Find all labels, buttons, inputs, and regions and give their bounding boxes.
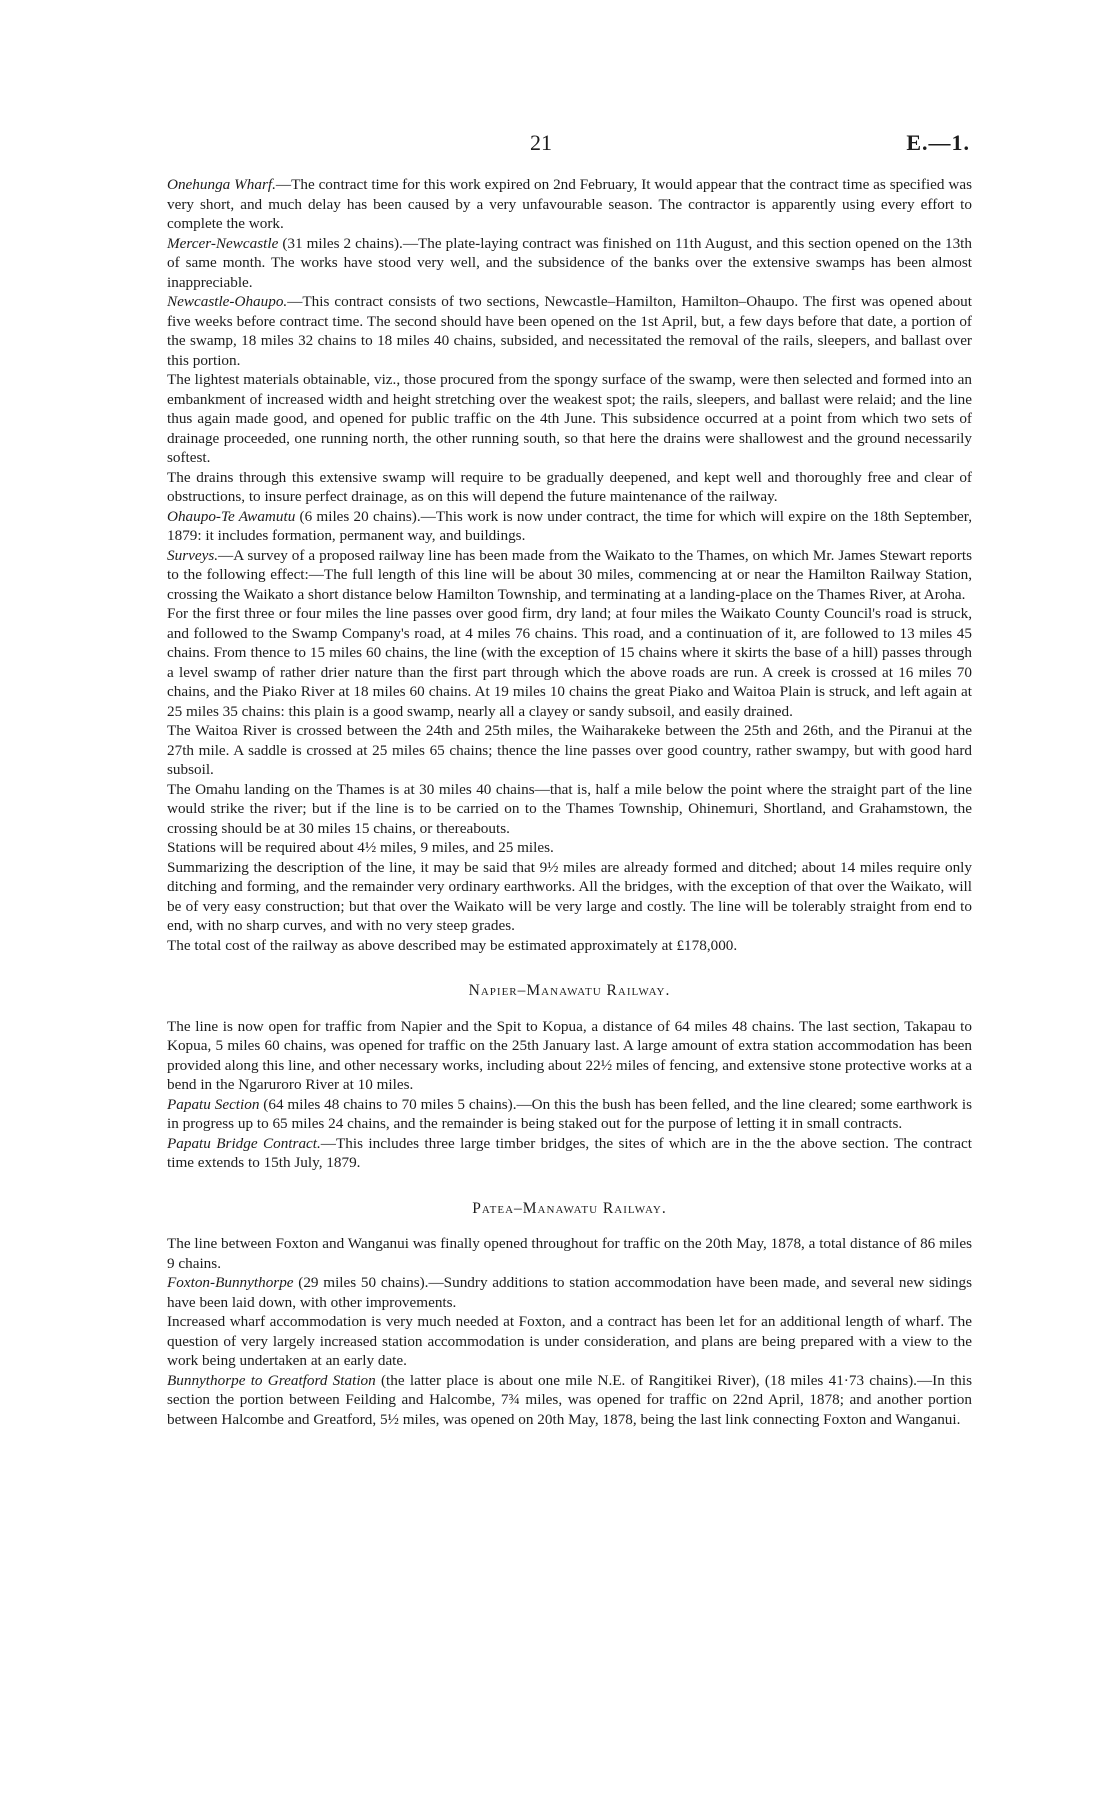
page-number: 21 [530, 130, 552, 155]
document-reference: E.—1. [906, 130, 970, 155]
paragraph-text: Increased wharf accommodation is very much needed at Foxton, and a contract has been let for an additional length of wharf. The question of very largely increased station accommodation is under consideration, and plans are being prepared with a view to the work being undertaken at an early date. [167, 1313, 972, 1369]
paragraph-lead: Onehunga Wharf. [167, 176, 276, 193]
paragraph [167, 234, 972, 293]
section-heading-napier-manawatu: Napier–Manawatu Railway. [468, 982, 671, 999]
document-body [167, 175, 972, 1429]
paragraph [167, 1017, 972, 1095]
paragraph [167, 936, 972, 956]
paragraph-lead: Foxton-Bunnythorpe [167, 1274, 294, 1291]
paragraph-text: —This includes three large timber bridges, the sites of which are in the the above section. The contract time extends to 15th July, 1879. [167, 1134, 972, 1171]
paragraph-lead: Papatu Bridge Contract. [167, 1134, 321, 1152]
paragraph [167, 1371, 972, 1430]
paragraph-text: Summarizing the description of the line, it may be said that 9½ miles are already formed and ditched; about 14 miles require only ditching and forming, and the remainder very ordinary earthworks. All the bridges, with the exception of that over the Waikato, will be of very easy construction; but that over the Waikato will be very large and costly. The line will be tolerably straight from end to end, with no sharp curves, and with no very steep grades. [167, 858, 972, 934]
paragraph-text: (29 miles 50 chains).—Sundry additions to station accommodation have been made, and several new sidings have been laid down, with other improvements. [167, 1274, 972, 1311]
paragraph [167, 175, 972, 234]
paragraph [167, 546, 972, 605]
paragraph-text: The Omahu landing on the Thames is at 30 miles 40 chains—that is, half a mile below the point where the straight part of the line would strike the river; but if the line is to be carried on to the Thames Township, Ohinemuri, Shortland, and Grahamstown, the crossing should be at 30 miles 15 chains, or thereabouts. [167, 780, 972, 837]
paragraph [167, 721, 972, 780]
section-heading-patea-manawatu: Patea–Manawatu Railway. [472, 1199, 667, 1217]
paragraph-lead: Newcastle-Ohaupo. [167, 293, 288, 310]
paragraph [167, 1234, 972, 1273]
paragraph-text: —This contract consists of two sections, Newcastle–Hamilton, Hamilton–Ohaupo. The first was opened about five weeks before contract time. The second should have been opened on the 1st April, but, a few days before that date, a portion of the swamp, 18 miles 32 chains to 18 miles 40 chains, subsided, and necessitated the removal of the rails, sleepers, and ballast over this portion. [167, 293, 972, 369]
paragraph-lead: Surveys. [167, 546, 219, 564]
paragraph [167, 838, 972, 858]
paragraph-lead: Mercer-Newcastle [167, 234, 279, 252]
paragraph-lead: Papatu Section [167, 1095, 260, 1113]
paragraph-text: —The contract time for this work expired on 2nd February, It would appear that the contract time as specified was very short, and much delay has been caused by a very unfavourable season. The contractor is apparently using every effort to complete the work. [167, 176, 972, 232]
paragraph [167, 1134, 972, 1173]
paragraph-text: —A survey of a proposed railway line has been made from the Waikato to the Thames, on which Mr. James Stewart reports to the following effect:—The full length of this line will be about 30 miles, commencing at or near the Hamilton Railway Station, crossing the Waikato a short distance below Hamilton Township, and terminating at a landing-place on the Thames River, at Aroha. [167, 546, 972, 603]
paragraph-lead: Bunnythorpe to Greatford Station [167, 1371, 376, 1389]
paragraph [167, 370, 972, 468]
paragraph [167, 507, 972, 546]
section-napier-manawatu [167, 1017, 972, 1173]
paragraph [167, 858, 972, 936]
paragraph-text: For the first three or four miles the line passes over good firm, dry land; at four miles the Waikato County Council's road is struck, and followed to the Swamp Company's road, at 4 miles 76 chains. This road, and a continuation of it, are followed to 13 miles 45 chains. From thence to 15 miles 60 chains, the line (with the exception of 15 chains where it skirts the base of a hill) passes through a level swamp of rather drier nature than the first part through which the above roads are run. A creek is crossed at 16 miles 70 chains, and the Piako River at 18 miles 60 chains. At 19 miles 10 chains the great Piako and Waitoa Plain is struck, and left again at 25 miles 35 chains: this plain is a good swamp, nearly all a clayey or sandy subsoil, and easily drained. [167, 605, 972, 720]
section-waikato [167, 175, 972, 955]
section-patea-manawatu [167, 1234, 972, 1429]
paragraph [167, 468, 972, 507]
paragraph [167, 1095, 972, 1134]
paragraph [167, 292, 972, 370]
paragraph-text: (6 miles 20 chains).—This work is now under contract, the time for which will expire on the 18th September, 1879: it includes formation, permanent way, and buildings. [167, 507, 972, 544]
paragraph-text: (the latter place is about one mile N.E. of Rangitikei River), (18 miles 41·73 chains).—In this section the portion between Feilding and Halcombe, 7¾ miles, was opened for traffic on 22nd April, 1878; and another portion between Halcombe and Greatford, 5½ miles, was opened on 20th May, 1878, being the last link connecting Foxton and Wanganui. [167, 1371, 973, 1428]
paragraph [167, 604, 972, 721]
paragraph-text: The drains through this extensive swamp will require to be gradually deepened, and kept well and thoroughly free and clear of obstructions, to insure perfect drainage, as on this will depend the future maintenance of the railway. [167, 468, 972, 505]
paragraph-text: The line is now open for traffic from Napier and the Spit to Kopua, a distance of 64 miles 48 chains. The last section, Takapau to Kopua, 5 miles 60 chains, was opened for traffic on the 25th January last. A large amount of extra station accommodation has been provided along this line, and other necessary works, including about 22½ miles of fencing, and extensive stone protective works at a bend in the Ngaruroro River at 10 miles. [167, 1017, 972, 1093]
page-header [0, 130, 1114, 160]
paragraph [167, 780, 972, 839]
paragraph-text: The lightest materials obtainable, viz., those procured from the spongy surface of the swamp, were then selected and formed into an embankment of increased width and height stretching over the weakest spot; the rails, sleepers, and ballast were relaid; and the line thus again made good, and opened for public traffic on the 4th June. This subsidence occurred at a point from which two sets of drainage proceeded, one running north, the other running south, so that here the drains were shallowest and the ground necessarily softest. [167, 371, 972, 466]
paragraph [167, 1273, 972, 1312]
paragraph-text: Stations will be required about 4½ miles, 9 miles, and 25 miles. [167, 839, 554, 856]
paragraph-text: The total cost of the railway as above described may be estimated approximately at £178,000. [167, 936, 738, 954]
paragraph-lead: Ohaupo-Te Awamutu [167, 507, 296, 525]
paragraph-text: (64 miles 48 chains to 70 miles 5 chains).—On this the bush has been felled, and the line cleared; some earthwork is in progress up to 65 miles 24 chains, and the remainder is being staked out for the purpose of letting it in small contracts. [167, 1095, 972, 1132]
paragraph [167, 1312, 972, 1371]
paragraph-text: The Waitoa River is crossed between the 24th and 25th miles, the Waiharakeke between the 25th and 26th, and the Piranui at the 27th mile. A saddle is crossed at 25 miles 65 chains; thence the line passes over good country, rather swampy, but with good hard subsoil. [167, 722, 972, 778]
paragraph-text: (31 miles 2 chains).—The plate-laying contract was finished on 11th August, and this section opened on the 13th of same month. The works have stood very well, and the subsidence of the banks over the extensive swamps has been almost inappreciable. [167, 234, 972, 291]
paragraph-text: The line between Foxton and Wanganui was finally opened throughout for traffic on the 20th May, 1878, a total distance of 86 miles 9 chains. [167, 1235, 972, 1272]
